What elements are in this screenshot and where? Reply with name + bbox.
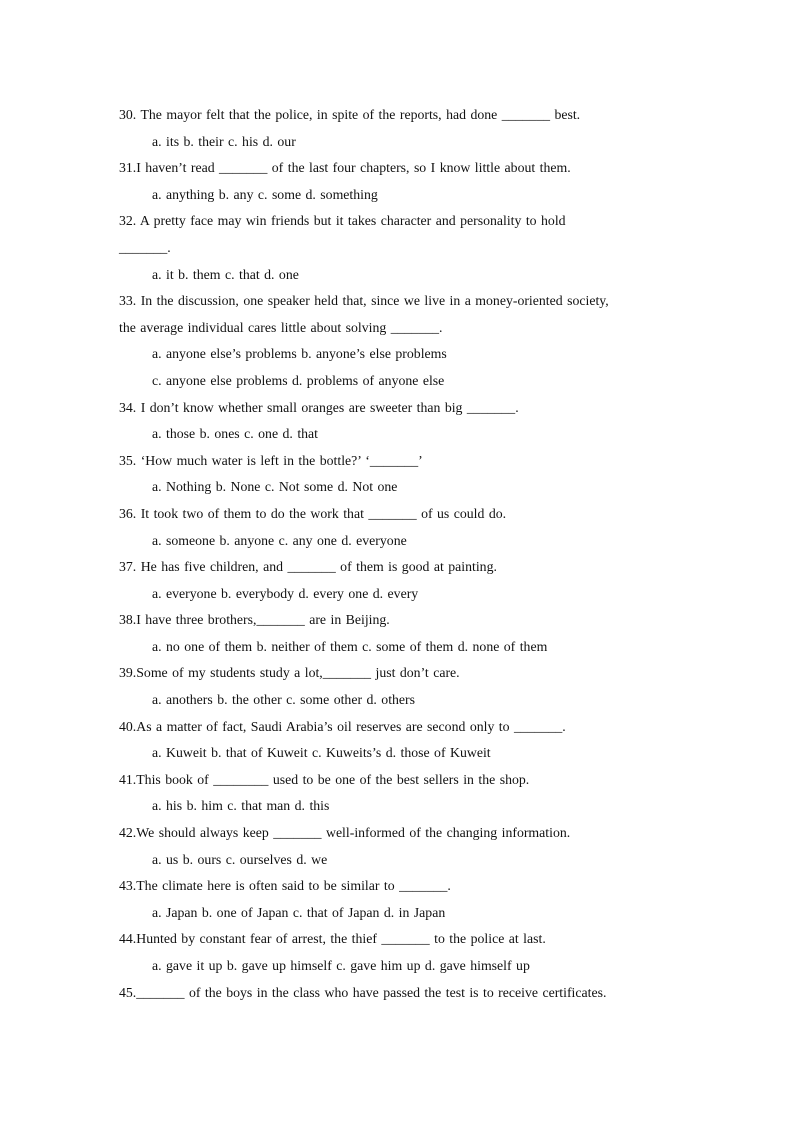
answer-options: a. his b. him c. that man d. this: [152, 798, 330, 814]
question-text: 43.The climate here is often said to be similar to _______.: [119, 878, 451, 894]
answer-options: a. no one of them b. neither of them c. some of them d. none of them: [152, 638, 548, 654]
answer-options: a. everyone b. everybody d. every one d. every: [152, 585, 419, 601]
answer-options: a. Kuweit b. that of Kuweit c. Kuweits’s d. those of Kuweit: [152, 745, 491, 761]
question-text: _______.: [119, 239, 171, 255]
question-text: 38.I have three brothers,_______ are in Beijing.: [119, 612, 390, 628]
answer-options: a. anyone else’s problems b. anyone’s else problems: [152, 346, 447, 362]
answer-options: a. Japan b. one of Japan c. that of Japan d. in Japan: [152, 904, 446, 920]
question-text: 30. The mayor felt that the police, in spite of the reports, had done _______ best.: [119, 107, 581, 122]
answer-options: a. Nothing b. None c. Not some d. Not one: [152, 479, 398, 495]
question-text: 42.We should always keep _______ well-informed of the changing information.: [119, 825, 571, 841]
answer-options: a. anothers b. the other c. some other d. others: [152, 692, 416, 708]
answer-options: a. gave it up b. gave up himself c. gave him up d. gave himself up: [152, 958, 530, 973]
answer-options: c. anyone else problems d. problems of anyone else: [152, 372, 445, 388]
answer-options: a. anything b. any c. some d. something: [152, 186, 378, 202]
answer-options: a. it b. them c. that d. one: [152, 266, 299, 282]
question-text: the average individual cares little about solving _______.: [119, 319, 443, 335]
question-text: 44.Hunted by constant fear of arrest, the thief _______ to the police at last.: [119, 931, 546, 947]
answer-options: a. those b. ones c. one d. that: [152, 426, 319, 442]
question-text: 45._______ of the boys in the class who have passed the test is to receive certificates.: [119, 984, 607, 1000]
question-text: 39.Some of my students study a lot,_______ just don’t care.: [119, 665, 460, 681]
question-text: 31.I haven’t read _______ of the last four chapters, so I know little about them.: [119, 160, 571, 176]
answer-options: a. its b. their c. his d. our: [152, 133, 296, 149]
question-text: 32. A pretty face may win friends but it takes character and personality to hold: [119, 213, 566, 229]
question-text: 40.As a matter of fact, Saudi Arabia’s oil reserves are second only to _______.: [119, 718, 566, 734]
question-text: 34. I don’t know whether small oranges are sweeter than big _______.: [119, 399, 519, 415]
answer-options: a. someone b. anyone c. any one d. everyone: [152, 532, 407, 548]
question-text: 41.This book of ________ used to be one of the best sellers in the shop.: [119, 771, 530, 787]
question-text: 35. ‘How much water is left in the bottle?’ ‘_______’: [119, 452, 423, 468]
question-text: 33. In the discussion, one speaker held that, since we live in a money-oriented society,: [119, 293, 609, 309]
answer-options: a. us b. ours c. ourselves d. we: [152, 851, 328, 867]
exercise-list: [119, 102, 679, 1006]
question-text: 37. He has five children, and _______ of them is good at painting.: [119, 559, 497, 575]
question-text: 36. It took two of them to do the work that _______ of us could do.: [119, 505, 507, 521]
